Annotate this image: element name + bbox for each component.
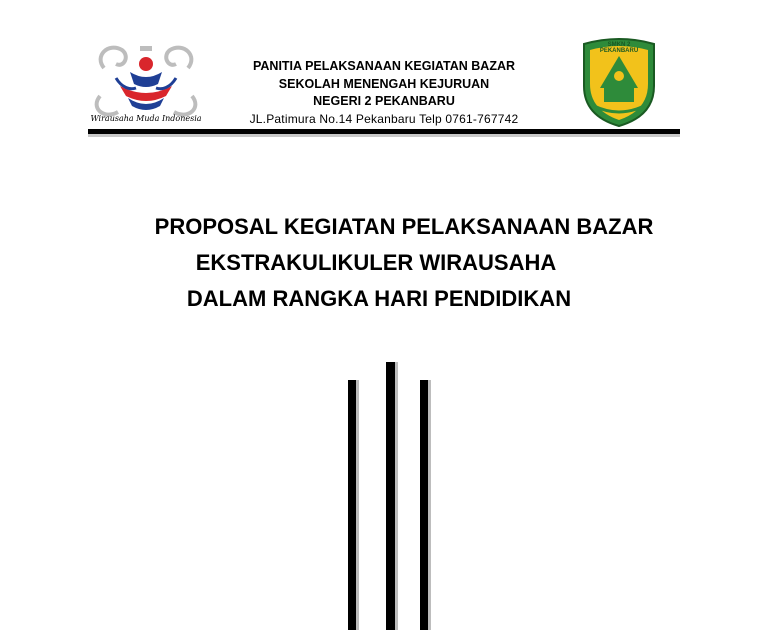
bar-center: [386, 362, 395, 630]
committee-name: PANITIA PELAKSANAAN KEGIATAN BAZAR: [252, 59, 516, 73]
title-line-3: DALAM RANGKA HARI PENDIDIKAN: [186, 286, 572, 311]
bar-right: [420, 380, 428, 630]
title-line-2: EKSTRAKULIKULER WIRAUSAHA: [195, 250, 557, 275]
smkn2-pekanbaru-emblem: [578, 36, 660, 128]
letterhead-text: [230, 58, 538, 128]
school-name: NEGERI 2 PEKANBARU: [313, 94, 455, 108]
proposal-title: [0, 209, 768, 317]
left-logo-caption: Wirausaha Muda Indonesia: [90, 114, 202, 123]
bar-left: [348, 380, 356, 630]
letterhead-divider-shadow: [88, 134, 680, 137]
right-logo-caption: SMKN 2 PEKANBARU: [599, 42, 639, 54]
school-type: SEKOLAH MENENGAH KEJURUAN: [278, 76, 490, 91]
title-line-1: PROPOSAL KEGIATAN PELAKSANAAN BAZAR: [154, 214, 654, 239]
school-address: JL.Patimura No.14 Pekanbaru Telp 0761-767742: [249, 111, 519, 126]
wirausaha-muda-logo: [90, 38, 202, 128]
